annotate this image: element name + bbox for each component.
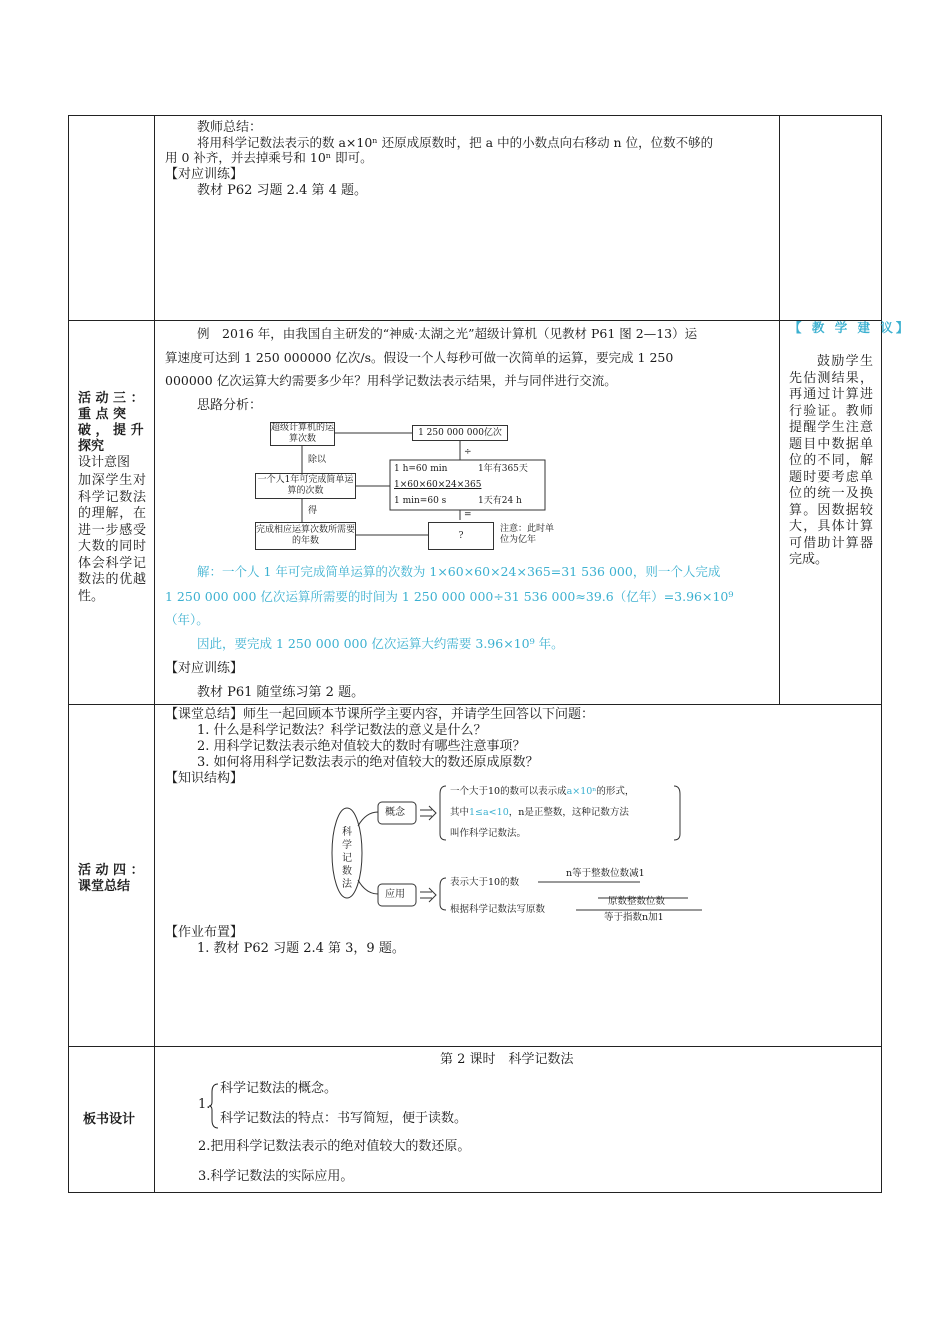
summary-q2: 2. 用科学记数法表示绝对值较大的数时有哪些注意事项？ xyxy=(197,739,526,754)
solution-line3: （年）。 xyxy=(165,612,209,627)
diagram-note: 注意：此时单位为亿年 xyxy=(500,524,555,545)
calc-line1b: 1年有365天 xyxy=(478,464,528,474)
lesson-table xyxy=(68,115,882,1193)
board-item1b: 科学记数法的特点：书写简短，便于读数。 xyxy=(220,1111,468,1126)
tree-app-item2: 根据科学记数法写原数 xyxy=(450,904,546,915)
board-item3: 3.科学记数法的实际应用。 xyxy=(198,1169,354,1184)
label-get: 得 xyxy=(308,506,318,516)
tree-concept-range: 1≤a<10 xyxy=(469,807,509,818)
box-person: 一个人1年可完成简单运算的次数 xyxy=(255,473,356,499)
suggestion-title: 【 教 学 建 议】 xyxy=(789,320,912,335)
homework-text: 1. 教材 P62 习题 2.4 第 3，9 题。 xyxy=(197,941,405,956)
tree-concept-line1-end: 的形式， xyxy=(596,786,635,797)
practice-text-2: 教材 P61 随堂练习第 2 题。 xyxy=(197,685,365,700)
homework-heading: 【作业布置】 xyxy=(165,925,244,940)
tree-app-item1-note: n等于整数位数减1 xyxy=(566,868,645,879)
calc-line1a: 1 h=60 min xyxy=(394,464,448,474)
box-question: ? xyxy=(428,522,494,550)
teacher-summary-title: 教师总结： xyxy=(197,120,263,135)
teacher-summary-line2: 用 0 补齐，并去掉乘号和 10ⁿ 即可。 xyxy=(165,150,373,165)
row-divider xyxy=(69,320,881,321)
solution-line1: 解：一个人 1 年可完成简单运算的次数为 1×60×60×24×365=31 536 000，则一个人完成 xyxy=(197,564,721,579)
example-line1: 例 2016 年，由我国自主研发的“神威·太湖之光”超级计算机（见教材 P61 图 2—13）运 xyxy=(197,326,698,341)
board-brace xyxy=(208,1082,220,1130)
analysis-label: 思路分析： xyxy=(197,398,263,413)
summary-heading: 【课堂总结】师生一起回顾本节课所学主要内容，并请学生回答以下问题： xyxy=(165,707,595,722)
practice-heading-2: 【对应训练】 xyxy=(165,661,244,676)
structure-heading: 【知识结构】 xyxy=(165,771,244,786)
board-label: 板书设计 xyxy=(83,1112,136,1127)
design-intent-text: 加深学生对科学记数法的理解，在进一步感受大数的同时体会科学记数法的优越性。 xyxy=(78,473,146,604)
knowledge-tree xyxy=(330,778,710,923)
tree-branch-application: 应用 xyxy=(385,889,405,900)
activity3-title-line3: 破 ， 提 升 xyxy=(78,423,144,438)
practice-text: 教材 P62 习题 2.4 第 4 题。 xyxy=(197,183,368,198)
row-divider xyxy=(69,1046,881,1047)
activity4-title-line1: 活 动 四 ： xyxy=(78,863,144,878)
label-div-sign: ÷ xyxy=(464,447,472,457)
tree-concept-line1 xyxy=(450,786,634,797)
board-title: 第 2 课时 科学记数法 xyxy=(440,1052,574,1067)
tree-concept-line3: 叫作科学记数法。 xyxy=(450,828,527,839)
tree-concept-line1-text: 一个大于10的数可以表示成 xyxy=(450,786,567,797)
tree-branch-concept: 概念 xyxy=(385,807,405,818)
tree-concept-line2 xyxy=(450,807,629,818)
column-divider xyxy=(154,116,155,1192)
board-item1a: 科学记数法的概念。 xyxy=(220,1081,338,1096)
activity4-title-line2: 课堂总结 xyxy=(78,879,131,894)
summary-q1: 1. 什么是科学记数法？科学记数法的意义是什么？ xyxy=(197,723,487,738)
calc-line2: 1×60×60×24×365 xyxy=(394,480,482,490)
board-item1-number: 1. xyxy=(198,1097,211,1112)
calc-line3b: 1天有24 h xyxy=(478,496,522,506)
design-intent-label: 设计意图 xyxy=(78,455,131,470)
tree-concept-line2-end: ，n是正整数，这种记数方法 xyxy=(508,807,629,818)
analysis-diagram xyxy=(250,420,580,555)
calc-line3a: 1 min=60 s xyxy=(394,496,447,506)
tree-root: 科学记数法 xyxy=(342,827,352,890)
activity3-title-line4: 探究 xyxy=(78,439,105,454)
tree-app-item2-note1: 原数整数位数 xyxy=(608,896,666,907)
tree-concept-formula: a×10ⁿ xyxy=(566,786,597,797)
activity3-title-line1: 活 动 三 ： xyxy=(78,391,144,406)
practice-heading: 【对应训练】 xyxy=(165,167,244,182)
column-divider xyxy=(779,116,780,704)
box-supercomputer: 超级计算机的运算次数 xyxy=(271,423,335,444)
conclusion: 因此，要完成 1 250 000 000 亿次运算大约需要 3.96×10⁹ 年。 xyxy=(197,636,564,651)
row-divider xyxy=(69,704,881,705)
tree-app-item2-note2: 等于指数n加1 xyxy=(604,912,664,923)
box-years: 完成相应运算次数所需要的年数 xyxy=(255,522,356,550)
example-line3: 000000 亿次运算大约需要多少年？用科学记数法表示结果，并与同伴进行交流。 xyxy=(165,373,617,388)
label-eq: = xyxy=(464,510,472,520)
tree-app-item1: 表示大于10的数 xyxy=(450,877,520,888)
label-divide: 除以 xyxy=(308,455,327,465)
example-line2: 算速度可达到 1 250 000000 亿次/s。假设一个人每秒可做一次简单的运算，要完成 1 250 xyxy=(165,350,674,365)
suggestion-text: 鼓励学生先估测结果，再通过计算进行验证。教师提醒学生注意题目中数据单位的不同，解题时要考虑单位的统一及换算。因数据较大，具体计算可借助计算器完成。 xyxy=(789,354,873,567)
board-item2: 2.把用科学记数法表示的绝对值较大的数还原。 xyxy=(198,1139,471,1154)
solution-line2: 1 250 000 000 亿次运算所需要的时间为 1 250 000 000÷31 536 000≈39.6（亿年）=3.96×10⁹ xyxy=(165,589,734,604)
teacher-summary-line1: 将用科学记数法表示的数 a×10ⁿ 还原成原数时，把 a 中的小数点向右移动 n 位，位数不够的 xyxy=(197,135,714,150)
activity3-title-line2: 重 点 突 xyxy=(78,407,127,422)
box-number: 1 250 000 000亿次 xyxy=(412,425,508,441)
tree-concept-line2-text: 其中 xyxy=(450,807,470,818)
summary-q3: 3. 如何将用科学记数法表示的绝对值较大的数还原成原数？ xyxy=(197,755,539,770)
